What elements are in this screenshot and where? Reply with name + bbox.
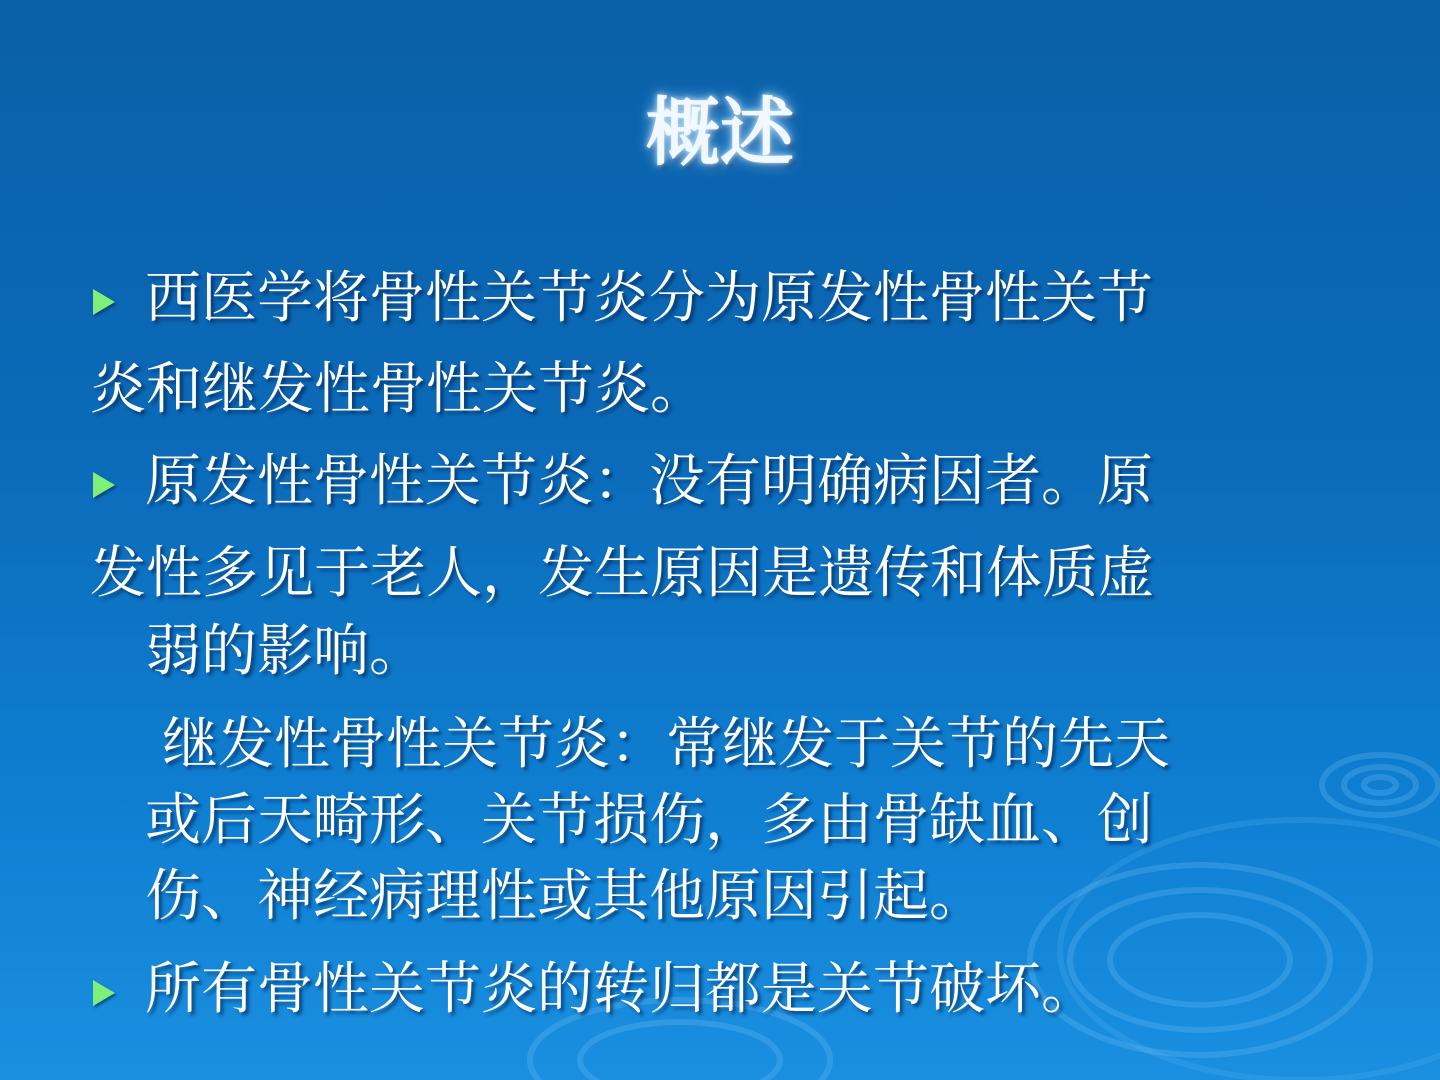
slide-title: 概述 (646, 90, 794, 176)
green-arrow-bullet-icon (93, 289, 115, 315)
paragraph-3-line-1: 继发性骨性关节炎：常继发于关节的先天 (162, 712, 1170, 777)
paragraph-2-line-3: 弱的影响。 (145, 619, 425, 684)
green-arrow-bullet-icon (93, 472, 115, 498)
paragraph-2-line-1: 原发性骨性关节炎：没有明确病因者。原 (145, 449, 1153, 514)
paragraph-2-line-2: 发性多见于老人，发生原因是遗传和体质虚 (90, 541, 1154, 606)
paragraph-3-line-3: 伤、神经病理性或其他原因引起。 (145, 864, 985, 929)
paragraph-1-line-2: 炎和继发性骨性关节炎。 (90, 357, 706, 422)
paragraph-1-line-1: 西医学将骨性关节炎分为原发性骨性关节 (145, 266, 1153, 331)
paragraph-3-line-2: 或后天畸形、关节损伤，多由骨缺血、创 (145, 788, 1153, 853)
green-arrow-bullet-icon (93, 980, 115, 1006)
paragraph-4-line-1: 所有骨性关节炎的转归都是关节破坏。 (145, 957, 1097, 1022)
